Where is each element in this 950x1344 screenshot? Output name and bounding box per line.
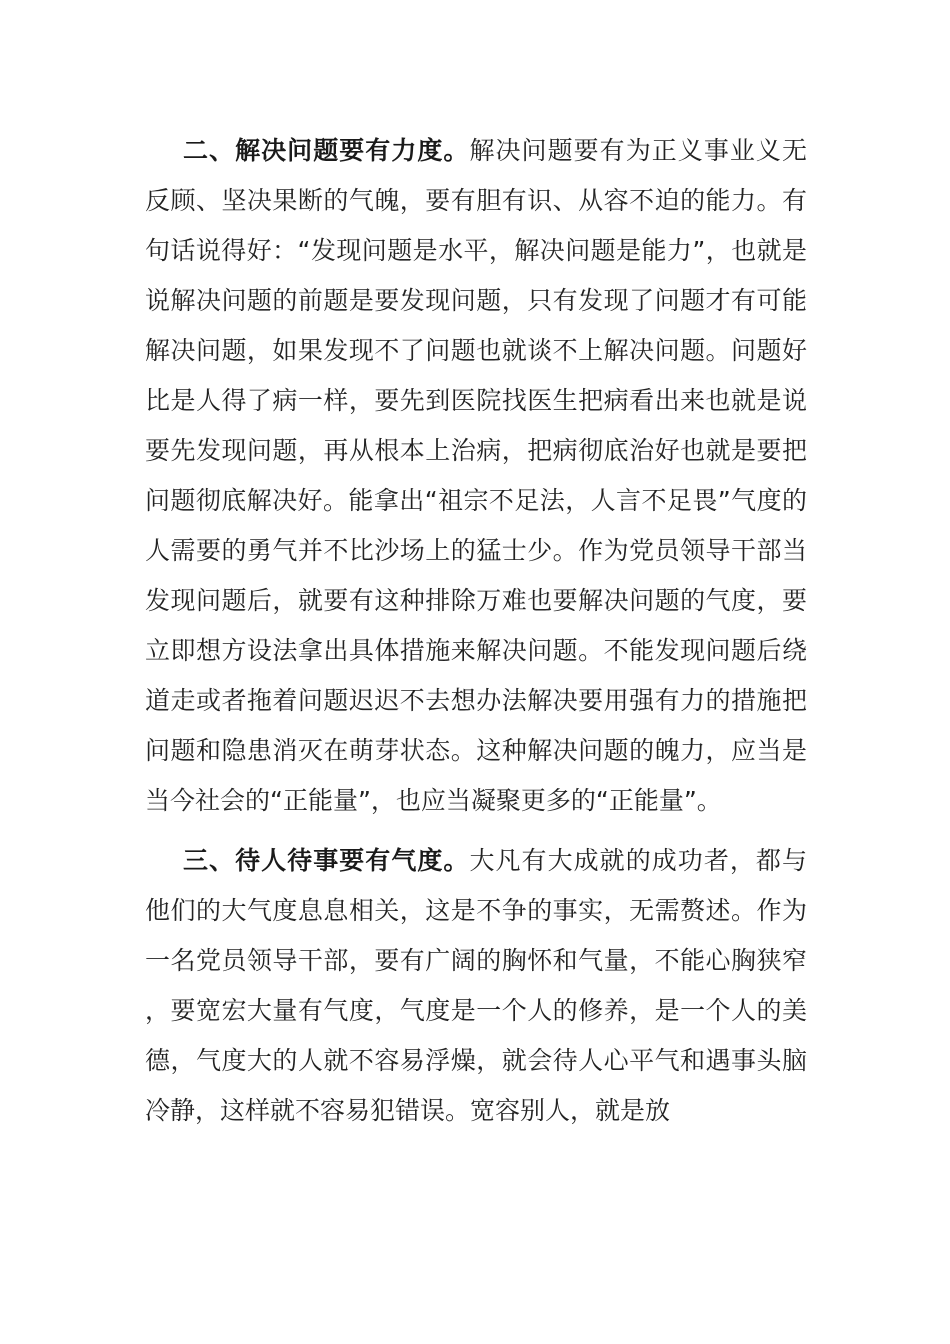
section-heading-2: 二、解决问题要有力度。 bbox=[183, 136, 470, 165]
paragraph-2 bbox=[145, 126, 807, 826]
paragraph-3 bbox=[145, 836, 807, 1136]
paragraph-2-text: 解决问题要有为正义事业义无反顾、坚决果断的气魄，要有胆有识、从容不迫的能力。有句话说得好：“发现问题是水平，解决问题是能力”，也就是说解决问题的前题是要发现问题，只有发现了问题才有可能解决问题，如果发现不了问题也就谈不上解决问题。问题好比是人得了病一样，要先到医院找医生把病看出来也就是说要先发现问题，再从根本上治病，把病彻底治好也就是要把问题彻底解决好。能拿出“祖宗不足法，人言不足畏”气度的人需要的勇气并不比沙场上的猛士少。作为党员领导干部当发现问题后，就要有这种排除万难也要解决问题的气度，要立即想方设法拿出具体措施来解决问题。不能发现问题后绕道走或者拖着问题迟迟不去想办法解决要用强有力的措施把问题和隐患消灭在萌芽状态。这种解决问题的魄力，应当是当今社会的“正能量”，也应当凝聚更多的“正能量”。 bbox=[145, 136, 807, 815]
paragraph-3-text: 大凡有大成就的成功者，都与他们的大气度息息相关，这是不争的事实，无需赘述。作为一名党员领导干部，要有广阔的胸怀和气量，不能心胸狭窄，要宽宏大量有气度，气度是一个人的修养，是一个人的美德，气度大的人就不容易浮燥，就会待人心平气和遇事头脑冷静，这样就不容易犯错误。宽容别人，就是放 bbox=[145, 846, 807, 1125]
section-heading-3: 三、待人待事要有气度。 bbox=[183, 846, 470, 875]
document-body bbox=[145, 126, 807, 1146]
